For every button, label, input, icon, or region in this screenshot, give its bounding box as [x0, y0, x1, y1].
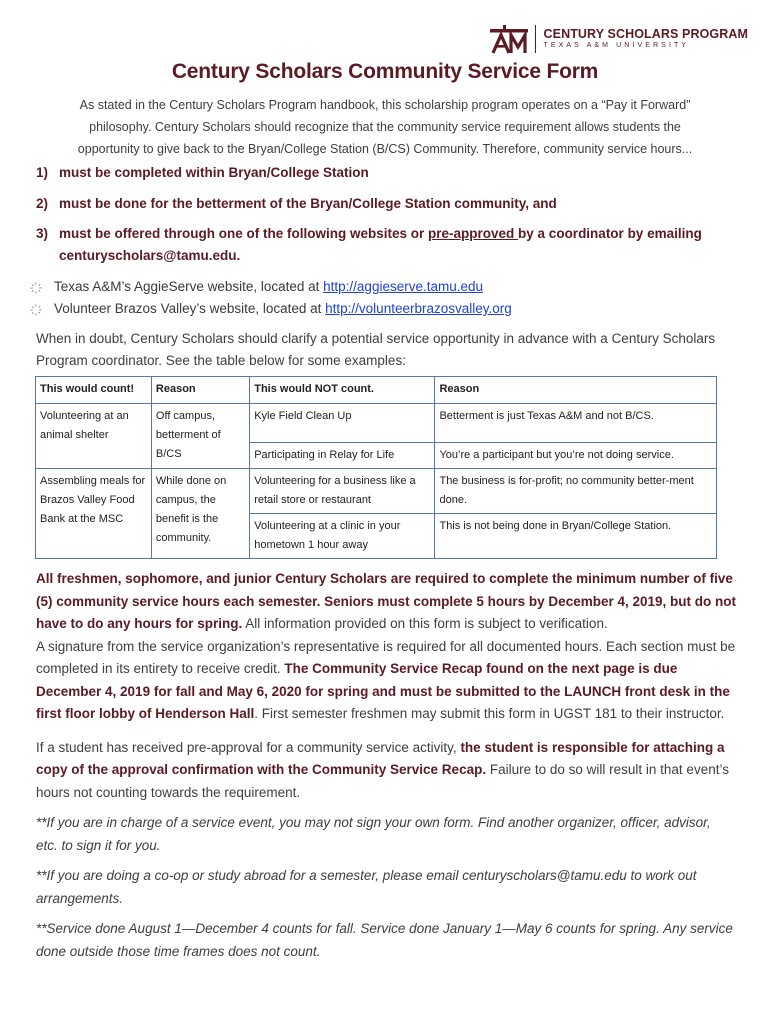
intro-paragraph: As stated in the Century Scholars Program handbook, this scholarship program operates on a “Pay it Forward” philosophy. Century Scholars should recognize that the community service requirement allows students the opportunity to give back to the Bryan/College Station (B/CS) Community. Therefore, community service hours... — [77, 98, 693, 156]
not-count-cell: Volunteering at a clinic in your hometown 1 hour away — [250, 514, 435, 559]
requirement-text-end: by a coordinator by emailing — [518, 226, 702, 241]
requirement-3 — [36, 223, 726, 267]
signature-text: A signature from the service organization’s representative is required for all documented hours. Each section must be completed in its entirety to receive credit. — [36, 638, 736, 676]
signature-paragraph — [36, 636, 736, 726]
table-row — [36, 404, 717, 443]
count-cell: Assembling meals for Brazos Valley Food Bank at the MSC — [36, 469, 152, 559]
atm-logo-icon — [489, 23, 529, 55]
not-count-reason-cell: Betterment is just Texas A&M and not B/CS. — [435, 404, 717, 443]
requirement-text: must be completed within Bryan/College Station — [59, 165, 369, 180]
aggieserve-link[interactable]: http://aggieserve.tamu.edu — [323, 279, 484, 294]
table-row — [36, 469, 717, 514]
count-cell: Volunteering at an animal shelter — [36, 404, 152, 469]
not-count-cell: Participating in Relay for Life — [250, 443, 435, 469]
not-count-reason-cell: This is not being done in Bryan/College Station. — [435, 514, 717, 559]
due-date-text: The Community Service Recap found on the next page is due December 4, 2019 for fall and May 6, 2020 for spring and must be submitted to the LAUNCH front desk in the first floor lobby of Henderson Hall — [36, 661, 730, 721]
website-text: Volunteer Brazos Valley’s website, located at — [54, 301, 326, 316]
volunteer-bv-link[interactable]: http://volunteerbrazosvalley.org — [325, 301, 512, 316]
logo-divider — [535, 25, 536, 53]
sparkle-bullet-icon — [36, 276, 54, 298]
not-count-reason-cell: The business is for-profit; no community better-ment done. — [435, 469, 717, 514]
header-reason: Reason — [435, 377, 717, 404]
count-reason-cell: While done on campus, the benefit is the community. — [151, 469, 249, 559]
examples-table — [35, 376, 717, 559]
header-reason: Reason — [151, 377, 249, 404]
header-would-not-count: This would NOT count. — [250, 377, 435, 404]
requirement-text: must be offered through one of the following websites or — [59, 226, 429, 241]
note-coop-abroad: **If you are doing a co-op or study abroad for a semester, please email centuryscholars@tamu.edu to work out arrangements. — [36, 868, 697, 906]
requirement-1 — [36, 162, 726, 184]
count-reason-cell: Off campus, betterment of B/CS — [151, 404, 249, 469]
header — [489, 22, 749, 56]
pre-approval-text: If a student has received pre-approval for a community service activity, — [36, 739, 461, 755]
requirement-text: must be done for the betterment of the Bryan/College Station community, and — [59, 196, 557, 211]
requirement-number: 2) — [36, 196, 49, 211]
website-text: Texas A&M’s AggieServe website, located at — [54, 279, 324, 294]
attach-approval-text: the student is responsible for attaching a copy of the approval confirmation with the Community Service Recap. — [36, 739, 725, 777]
pre-approval-paragraph — [36, 737, 736, 805]
note-event-organizer: **If you are in charge of a service event, you may not sign your own form. Find another organizer, officer, advisor, etc. to sign it for you. — [36, 815, 711, 853]
university-name: TEXAS A&M UNIVERSITY — [543, 42, 690, 49]
freshmen-text: . First semester freshmen may submit this form in UGST 181 to their instructor. — [254, 706, 725, 721]
website-aggieserve — [36, 276, 483, 298]
failure-text: Failure to do so will result in that event’s hours not counting towards the requirement. — [36, 762, 729, 800]
not-count-cell: Kyle Field Clean Up — [250, 404, 435, 443]
requirement-number: 1) — [36, 165, 49, 180]
not-count-cell: Volunteering for a business like a retail store or restaurant — [250, 469, 435, 514]
requirement-2 — [36, 193, 726, 215]
requirement-email: centuryscholars@tamu.edu. — [59, 248, 241, 263]
website-volunteer-bv — [36, 298, 512, 320]
program-name: CENTURY SCHOLARS PROGRAM — [543, 27, 748, 41]
body-text — [36, 568, 736, 963]
table-header-row — [36, 377, 717, 404]
requirement-number: 3) — [36, 226, 49, 241]
hours-requirement: All freshmen, sophomore, and junior Century Scholars are required to complete the minimum number of five (5) community service hours each semester. Seniors must complete 5 hours by December 4, 2019, but do not have to do any hours for spring. — [36, 571, 736, 631]
sparkle-bullet-icon — [36, 298, 54, 320]
program-block — [544, 27, 749, 51]
doubt-paragraph: When in doubt, Century Scholars should clarify a potential service opportunity in advance with a Century Scholars Program coordinator. See the table below for some examples: — [36, 331, 716, 368]
not-count-reason-cell: You’re a participant but you’re not doing service. — [435, 443, 717, 469]
verification-text: All information provided on this form is subject to verification. — [242, 616, 608, 631]
page-title: Century Scholars Community Service Form — [171, 60, 599, 83]
pre-approved-text: pre-approved — [428, 226, 519, 241]
note-service-dates: **Service done August 1—December 4 counts for fall. Service done January 1—May 6 counts for spring. Any service done outside those time frames does not count. — [36, 921, 733, 959]
header-would-count: This would count! — [36, 377, 152, 404]
requirements-paragraph — [36, 568, 736, 636]
